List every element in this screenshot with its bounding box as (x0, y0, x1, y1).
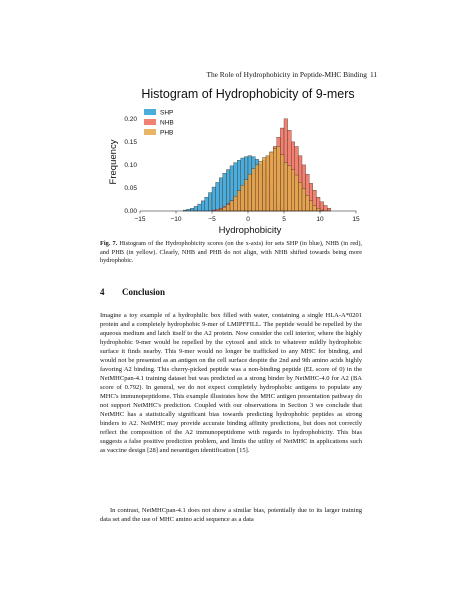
bar-nhb-30 (320, 202, 324, 211)
legend-label-shp: SHP (160, 109, 174, 117)
running-title: The Role of Hydrophobicity in Peptide-MHC Binding (206, 70, 367, 79)
bar-phb-2 (226, 205, 230, 211)
x-tick-label-4: 5 (282, 216, 286, 223)
bar-phb-14 (270, 152, 274, 211)
bar-phb-10 (255, 165, 259, 211)
x-tick-label-2: −5 (208, 216, 216, 223)
section-heading (100, 287, 165, 297)
page-number: 11 (370, 70, 378, 79)
y-tick-label-2: 0.10 (124, 162, 137, 170)
bar-nhb-32 (327, 208, 331, 211)
bar-phb-19 (288, 166, 292, 211)
bar-phb-15 (273, 148, 277, 211)
x-tick-label-3: 0 (246, 216, 250, 223)
x-tick-label-1: −10 (170, 216, 182, 223)
bar-phb-16 (277, 146, 281, 211)
bar-phb-1 (223, 207, 227, 211)
chart-title: Histogram of Hydrophobicity of 9-mers (141, 87, 355, 101)
bar-shp-7 (208, 193, 212, 211)
bar-phb-18 (284, 163, 288, 211)
bar-phb-20 (291, 170, 295, 211)
bar-shp-11 (223, 173, 227, 211)
bar-phb-11 (259, 161, 263, 211)
bar-shp-9 (216, 182, 220, 211)
bar-shp-10 (219, 178, 223, 211)
bar-phb-25 (309, 201, 313, 211)
bar-shp-2 (190, 208, 194, 211)
section-title: Conclusion (122, 287, 166, 297)
figure-caption (100, 240, 362, 266)
x-tick-label-6: 15 (352, 216, 360, 223)
bar-phb-7 (244, 180, 248, 211)
legend-swatch-phb (144, 129, 156, 135)
body-paragraph-1: Imagine a toy example of a hydrophilic box filled with water, containing a single HLA-A*0201 protein and a completely hydrophobic 9-mer of LMIPFFILL. The peptide would be repelled by the aqueous medium and latch itself to the A2 protein. Now consider the cell interior, where the highly hydrophobic 9-mer would be repelled by the cytosol and stick to whatever mildly hydrophobic surface it finds nearby. This 9-mer would no longer be trafficked to any MHC for binding, and would not be presented as an antigen on the cell surface despite the 2nd and 9th amino acids highly favoring A2 binding. This cherry-picked peptide was a non-binding peptide (EL score of 0) in the NetMHCpan-4.1 training dataset but was predicted as a strong binder by NetMHC-4.0 for A2 (BA score of 0.792). In general, we do not expect completely hydrophobic antigens to populate any MHC's immunopeptidome. This example illustrates how the MHC antigen presentation pathway do not support NetMHC's prediction. Coupled with our observations in Section 3 we conclude that NetMHC has a statistically significant bias towards predicting hydrophobic peptides as strong binders to A2. NetMHC may provide accurate binding affinity predictions, but does not correctly reflect the composition of the A2 immunopeptidome with regards to hydrophobicity. This bias suggests a false positive prediction problem, and limits the utility of NetMHC in applications such as vaccine design [28] and neoantigen identification [15]. (100, 312, 362, 454)
x-tick-label-5: 10 (316, 216, 324, 223)
bar-phb-22 (298, 182, 302, 211)
y-tick-label-0: 0.00 (124, 208, 137, 216)
bar-phb-27 (316, 208, 320, 211)
legend-label-nhb: NHB (160, 119, 174, 127)
bar-phb-8 (248, 174, 252, 211)
bar-phb-3 (230, 201, 234, 211)
bar-shp-4 (198, 204, 202, 211)
y-axis-label: Frequency (108, 139, 119, 185)
legend-label-phb: PHB (160, 129, 174, 137)
bar-shp-5 (201, 201, 205, 211)
body-paragraph-2: In contrast, NetMHCpan-4.1 does not show a similar bias, potentially due to its larger training data set and the use of MHC amino acid sequence as a data (100, 507, 362, 523)
bar-nhb-31 (324, 205, 328, 211)
bar-phb-23 (302, 189, 306, 211)
bar-shp-8 (212, 187, 216, 211)
bar-phb-21 (295, 175, 299, 211)
bar-shp-6 (205, 197, 209, 211)
bar-phb-17 (280, 155, 284, 211)
bar-phb-24 (306, 195, 310, 211)
bar-phb-12 (262, 158, 266, 211)
bar-phb-13 (266, 156, 270, 211)
legend-swatch-nhb (144, 119, 156, 125)
x-axis-label: Hydrophobicity (218, 225, 282, 235)
bar-shp-3 (194, 206, 198, 211)
y-tick-label-1: 0.05 (124, 185, 137, 193)
figure-histogram (100, 85, 370, 235)
figure-caption-label: Fig. 7. (100, 240, 118, 247)
y-tick-label-3: 0.15 (124, 139, 137, 147)
bar-phb-5 (237, 191, 241, 211)
bar-phb-26 (313, 205, 317, 211)
section-number: 4 (100, 287, 105, 297)
bar-phb-6 (241, 185, 245, 211)
bar-phb-4 (234, 196, 238, 211)
legend-swatch-shp (144, 109, 156, 115)
bar-phb-9 (252, 169, 256, 211)
figure-caption-text: Histogram of the Hydrophobicity scores (on the x-axis) for sets SHP (in blue), NHB (in red), and PHB (in yellow). Clearly, NHB and PHB do not align, with NHB shifted towards being more hydrophobic. (100, 240, 362, 264)
y-tick-label-4: 0.20 (124, 116, 137, 124)
x-tick-label-0: −15 (134, 216, 146, 223)
hydrophobicity-histogram-chart (100, 85, 370, 235)
